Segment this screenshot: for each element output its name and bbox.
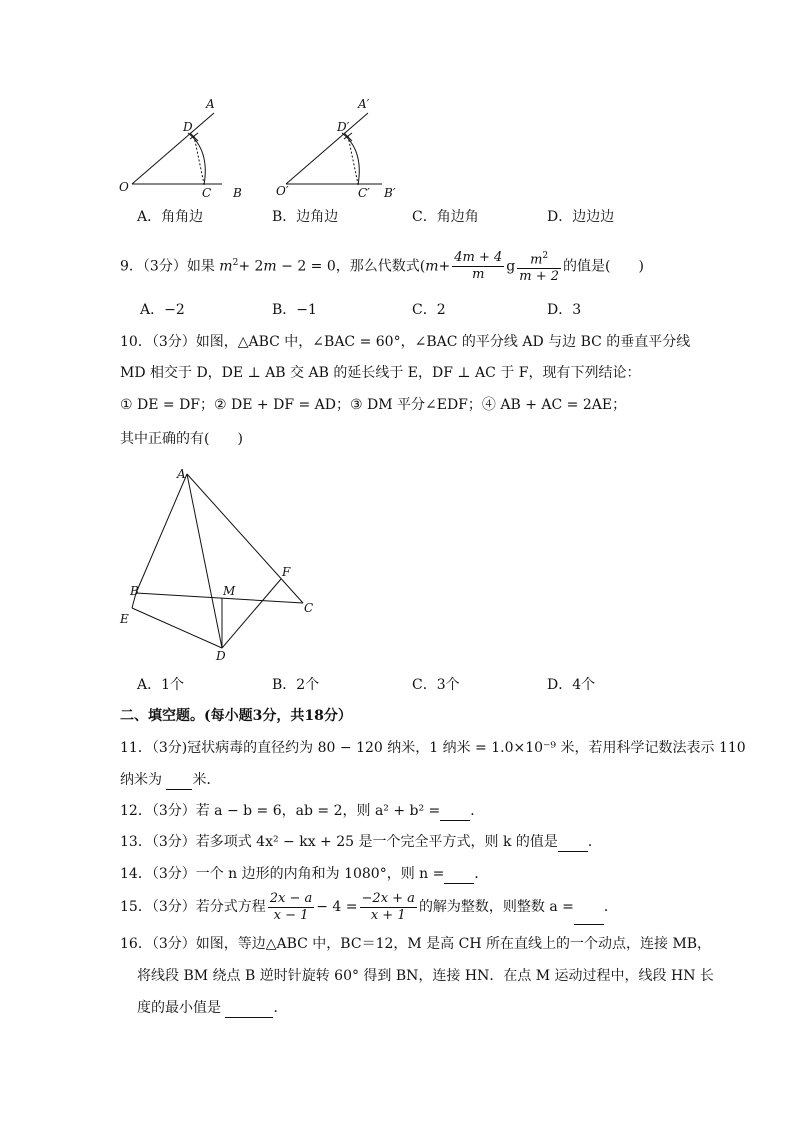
q9-eq-m2: m bbox=[263, 258, 277, 275]
q10-option-d[interactable]: D．4个 bbox=[547, 677, 596, 693]
q16-line-1: 16．（3分）如图，等边△ABC 中，BC＝12，M 是高 CH 所在直线上的一个动点，连接 MB， bbox=[120, 936, 712, 952]
q14-answer-blank[interactable] bbox=[444, 865, 474, 884]
q8-label-D-prime: D′ bbox=[337, 120, 350, 134]
section-2-heading: 二、填空题。(每小题3分，共18分） bbox=[120, 708, 352, 724]
q13 bbox=[120, 833, 602, 852]
q12-answer-blank[interactable] bbox=[440, 802, 470, 821]
q11-text-b: 米． bbox=[192, 772, 221, 788]
q9-option-a[interactable]: A．−2 bbox=[140, 302, 185, 318]
q15-text-a: 15．（3分）若分式方程 bbox=[120, 899, 266, 915]
q9-points: （3分） bbox=[142, 258, 187, 275]
q15-mid: − 4 = bbox=[316, 899, 358, 915]
q10-label-B: B bbox=[130, 584, 139, 598]
q11-answer-blank[interactable] bbox=[166, 771, 192, 790]
q15-end: ． bbox=[603, 899, 618, 915]
q10-option-c[interactable]: C．3个 bbox=[412, 677, 460, 693]
q8-figures bbox=[110, 95, 420, 205]
q8-option-a[interactable]: A．角角边 bbox=[137, 209, 204, 225]
q8-option-c[interactable]: C．角边角 bbox=[412, 209, 479, 225]
q11-line-2 bbox=[120, 771, 220, 790]
q11-line-1: 11．（3分)冠状病毒的直径约为 80 − 120 纳米，1 纳米 = 1.0×10⁻⁹ 米，若用科学记数法表示 110 bbox=[120, 740, 746, 756]
q9-frac2-den: m + 2 bbox=[519, 269, 560, 285]
q15-answer-blank[interactable] bbox=[574, 890, 604, 925]
q9-stem: 9．（3分）如果 $m^2+ 2m - 2 = 0$，那么代数式(m+ $\frac{4m + 4}{m}$ g $\frac{m^2}{m + 2}$ 的值是( ) bbox=[120, 246, 644, 285]
q15-frac1-num: 2x − a bbox=[269, 890, 313, 906]
q14-text: 14．（3分）一个 n 边形的内角和为 1080°，则 n = bbox=[120, 866, 445, 882]
q8-label-O-prime: O′ bbox=[276, 184, 289, 198]
q10-label-E: E bbox=[120, 612, 129, 626]
q9-option-d[interactable]: D．3 bbox=[547, 302, 582, 318]
q15 bbox=[120, 890, 618, 925]
q12 bbox=[120, 802, 484, 821]
q10-option-a[interactable]: A．1个 bbox=[137, 677, 185, 693]
q9-frac2-num: $m^2$ bbox=[530, 250, 549, 268]
q15-frac2-den: x + 1 bbox=[360, 907, 417, 924]
q9-text-3: 的值是( ) bbox=[563, 258, 644, 275]
q9-paren: ( bbox=[419, 258, 426, 275]
q12-end: ． bbox=[470, 803, 485, 819]
q8-left-figure bbox=[119, 97, 242, 200]
q10-figure bbox=[110, 462, 330, 662]
q9-fraction-2 bbox=[517, 248, 561, 285]
q10-line-1: 10．（3分）如图，△ABC 中，∠BAC = 60°，∠BAC 的平分线 AD 与边 BC 的垂直平分线 bbox=[120, 334, 691, 350]
q9-eq-rest: − 2 = 0 bbox=[276, 258, 336, 275]
q10-label-D: D bbox=[216, 649, 226, 662]
q8-label-A-prime: A′ bbox=[358, 97, 370, 111]
q16-end: ． bbox=[273, 1000, 288, 1016]
q8-label-O: O bbox=[119, 180, 129, 194]
q8-option-d[interactable]: D．边边边 bbox=[547, 209, 615, 225]
q14 bbox=[120, 865, 488, 884]
q10-label-C: C bbox=[304, 601, 314, 615]
q12-text: 12．（3分）若 a − b = 6，ab = 2，则 a² + b² = bbox=[120, 803, 441, 819]
q16-text-a: 度的最小值是 bbox=[137, 1000, 226, 1016]
q11-text-a: 纳米为 bbox=[120, 772, 167, 788]
q8-label-A: A bbox=[206, 97, 215, 111]
q16-line-3 bbox=[137, 999, 287, 1018]
q9-option-c[interactable]: C．2 bbox=[412, 302, 446, 318]
q10-option-b[interactable]: B．2个 bbox=[272, 677, 320, 693]
q10-line-4: 其中正确的有( ) bbox=[120, 431, 243, 447]
q10-label-M: M bbox=[223, 584, 236, 598]
q9-frac1-den: m bbox=[452, 266, 504, 283]
q9-eq-m: m bbox=[219, 258, 233, 275]
q13-text: 13．（3分）若多项式 4x² − kx + 25 是一个完全平方式，则 k 的值是 bbox=[120, 834, 558, 850]
q13-answer-blank[interactable] bbox=[558, 833, 588, 852]
q8-right-figure bbox=[276, 97, 396, 200]
q9-text-1: 如果 bbox=[186, 258, 215, 275]
q9-number: 9． bbox=[120, 258, 143, 275]
q15-fraction-2 bbox=[360, 891, 417, 924]
q9-plus: + bbox=[438, 258, 451, 275]
q9-m: m bbox=[425, 258, 439, 275]
q8-label-B-prime: B′ bbox=[384, 186, 396, 200]
q8-label-D: D bbox=[183, 120, 193, 134]
q10-line-2: MD 相交于 D，DE ⊥ AB 交 AB 的延长线于 E，DF ⊥ AC 于 F，现有下列结论： bbox=[120, 365, 641, 381]
q15-frac1-den: x − 1 bbox=[268, 907, 315, 924]
q8-label-C: C bbox=[202, 186, 212, 200]
q13-end: ． bbox=[587, 834, 602, 850]
q8-label-C-prime: C′ bbox=[358, 186, 370, 200]
q15-text-b: 的解为整数，则整数 a = bbox=[418, 899, 574, 915]
q16-line-2: 将线段 BM 绕点 B 逆时针旋转 60° 得到 BN，连接 HN．在点 M 运动过程中，线段 HN 长 bbox=[137, 968, 714, 984]
q15-frac2-num: −2x + a bbox=[361, 890, 415, 906]
q10-label-F: F bbox=[282, 565, 291, 579]
q15-fraction-1 bbox=[268, 891, 315, 924]
q9-text-2: ，那么代数式 bbox=[335, 258, 420, 275]
q9-option-b[interactable]: B．−1 bbox=[272, 302, 317, 318]
q8-option-b[interactable]: B．边角边 bbox=[272, 209, 339, 225]
q14-end: ． bbox=[474, 866, 489, 882]
q9-fraction-1 bbox=[452, 250, 504, 283]
q10-line-3: ① DE = DF；② DE + DF = AD；③ DM 平分∠EDF；④ AB + AC = 2AE； bbox=[120, 397, 627, 413]
q9-eq-plus: + 2 bbox=[238, 258, 264, 275]
q9-g: g bbox=[506, 258, 516, 275]
q16-answer-blank[interactable] bbox=[225, 999, 273, 1018]
q8-label-B: B bbox=[233, 186, 242, 200]
q10-label-A: A bbox=[177, 467, 186, 481]
q9-frac2-num-base: m bbox=[530, 252, 543, 268]
q9-frac1-num: 4m + 4 bbox=[454, 250, 503, 266]
